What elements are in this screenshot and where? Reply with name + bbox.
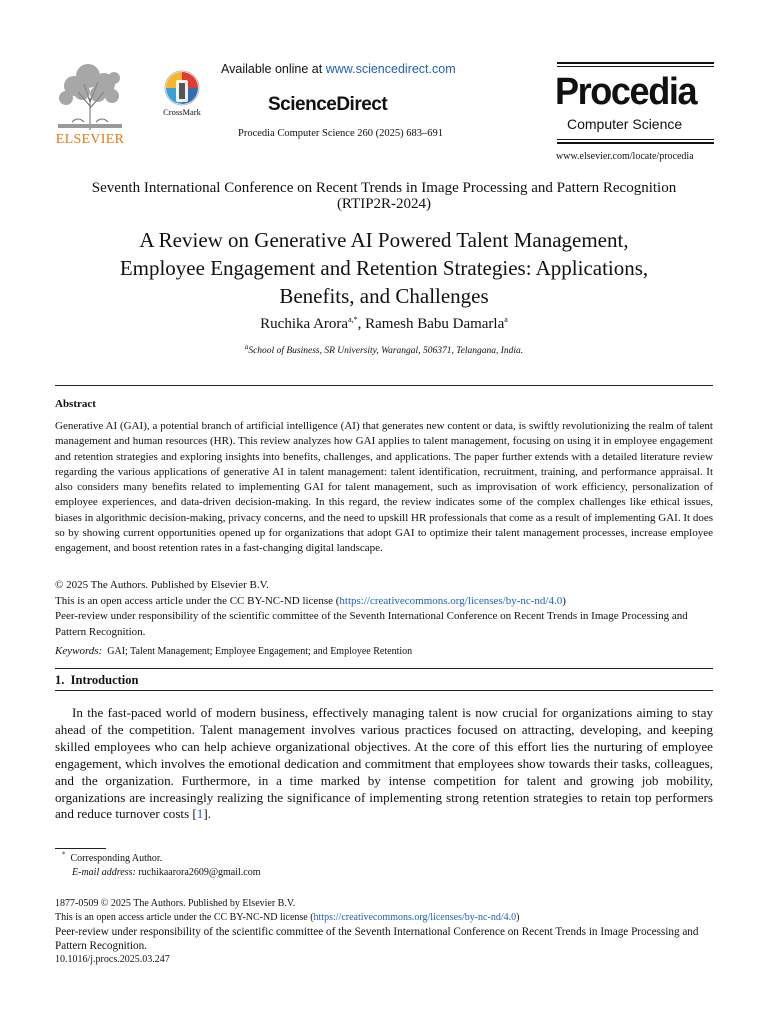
footer-open-access-line [55, 911, 715, 925]
procedia-rule-top [557, 62, 714, 64]
corresponding-author [62, 852, 261, 866]
open-access-suffix: ) [562, 594, 566, 607]
procedia-rule-bottom [557, 139, 714, 140]
sciencedirect-wordmark: ScienceDirect [268, 94, 388, 115]
paper-title [40, 226, 728, 310]
sciencedirect-link[interactable]: www.sciencedirect.com [325, 62, 456, 76]
procedia-wordmark: Procedia [555, 71, 697, 113]
intro-paragraph [55, 705, 713, 823]
abstract-heading: Abstract [55, 398, 96, 410]
citation-link[interactable]: 1 [196, 806, 204, 822]
procedia-subtitle: Computer Science [567, 116, 683, 132]
title-line-3: Benefits, and Challenges [279, 284, 489, 308]
journal-url[interactable]: www.elsevier.com/locate/procedia [556, 151, 694, 162]
rule-below-intro-heading [55, 690, 713, 691]
keywords-label: Keywords: [55, 645, 103, 657]
author-1-sup: a,* [348, 315, 358, 324]
footer-peer-review: Peer-review under responsibility of the scientific committee of the Seventh International Conference on Recent Trends in Image Processing and Pattern Recognition. [55, 925, 699, 952]
abstract-text: Generative AI (GAI), a potential branch of artificial intelligence (AI) that generates new content or data, is swiftly revolutionizing the realm of talent management and human resources (HR). This review analyzes how GAI applies to talent management, focusing on using it in employee engagement and retention strategies and exploring insights into benefits, challenges, and applications. The paper further extends with a detailed literature review regarding the various applications of generative AI in talent management: talent identification, recruitment, training, and performance appraisal. It also considers many benefits related to implementing GAI for talent management, such as improvisation of work efficiency, personalization of employee experiences, and data-driven decision-making. In this regard, the review indicates some of the complex challenges like ethical issues, biases in algorithmic decision-making, privacy concerns, and the need to upskill HR professionals that come as a result of implementing GAI. It does so by showing current opportunities opened up for organizations that adopt GAI to optimize their talent management processes, increase employee engagement, and boost retention rates in a fast-changing digital landscape. [55, 420, 713, 555]
keywords-text: GAI; Talent Management; Employee Engagement; and Employee Retention [107, 646, 413, 657]
author-1: Ruchika Arora [260, 316, 349, 332]
license-block [55, 578, 713, 640]
available-prefix: Available online at [221, 62, 326, 76]
affiliation-sup: a [244, 342, 249, 351]
available-online [221, 62, 456, 76]
conference-line-2: (RTIP2R-2024) [336, 196, 432, 212]
title-line-2: Employee Engagement and Retention Strategies: Applications, [119, 256, 649, 280]
footnote-star: * [62, 850, 66, 859]
intro-text-end: ]. [203, 806, 211, 822]
intro-heading: 1. Introduction [55, 673, 139, 687]
affiliation-text: School of Business, SR University, Warangal, 506371, Telangana, India. [248, 346, 524, 356]
license-link[interactable]: https://creativecommons.org/licenses/by-nc-nd/4.0 [339, 594, 563, 607]
intro-text: In the fast-paced world of modern business, effectively managing talent is now crucial for organizations aiming to stay ahead of the competition. Talent management involves various practices focused on attracting, developing, and keeping skilled employees who can help achieve organizational objectives. At the core of this effort lies the nurturing of employee engagement, which involves the emotional dedication and commitment that employees show towards their tasks, colleagues, and the organization. Furthermore, in a time marked by intense competition for talent and growing job mobility, organizations are increasingly realizing the significance of implementing strong retention strategies to retain top performers and reduce turnover costs [ [55, 705, 713, 822]
procedia-box [557, 62, 714, 144]
footnote-rule [55, 848, 106, 849]
copyright-line: © 2025 The Authors. Published by Elsevier B.V. [55, 579, 269, 591]
doi-line[interactable]: 10.1016/j.procs.2025.03.247 [55, 953, 170, 965]
footer-open-access-prefix: This is an open access article under the CC BY-NC-ND license ( [55, 911, 314, 923]
crossmark-icon [158, 70, 206, 108]
procedia-rule-top2 [557, 66, 714, 67]
keywords [55, 645, 412, 657]
procedia-rule-bottom2 [557, 142, 714, 144]
issn-line: 1877-0509 © 2025 The Authors. Published by Elsevier B.V. [55, 898, 296, 909]
email-address[interactable]: ruchikaarora2609@gmail.com [138, 867, 261, 878]
elsevier-tree-icon [52, 62, 128, 132]
conference-line-1: Seventh International Conference on Recent Trends in Image Processing and Pattern Recognition [91, 180, 677, 196]
author-2: Ramesh Babu Damarla [365, 316, 505, 332]
author-separator: , [357, 316, 366, 332]
elsevier-logo [52, 62, 128, 148]
conference-name [40, 180, 728, 212]
peer-review-line: Peer-review under responsibility of the scientific committee of the Seventh International Conference on Recent Trends in Image Processing and Pattern Recognition. [55, 610, 688, 638]
crossmark-label: CrossMark [163, 107, 201, 117]
author-2-sup: a [504, 315, 508, 324]
open-access-line [55, 594, 713, 610]
corresponding-text: Corresponding Author. [70, 853, 163, 864]
footer-license-link[interactable]: https://creativecommons.org/licenses/by-nc-nd/4.0 [313, 911, 517, 923]
elsevier-wordmark: ELSEVIER [55, 132, 125, 147]
rule-above-abstract [55, 385, 713, 386]
crossmark-badge[interactable] [158, 70, 206, 120]
footer-open-access-suffix: ) [516, 911, 520, 923]
rule-below-keywords [55, 668, 713, 669]
email-label: E-mail address: [72, 867, 136, 878]
footnote [62, 852, 261, 880]
page-footer [55, 897, 715, 966]
affiliation [40, 342, 728, 356]
title-line-1: A Review on Generative AI Powered Talent Management, [139, 228, 629, 252]
author-list [40, 316, 728, 333]
open-access-prefix: This is an open access article under the CC BY-NC-ND license ( [55, 594, 340, 607]
email-line [62, 866, 261, 880]
journal-reference: Procedia Computer Science 260 (2025) 683–691 [238, 128, 443, 139]
